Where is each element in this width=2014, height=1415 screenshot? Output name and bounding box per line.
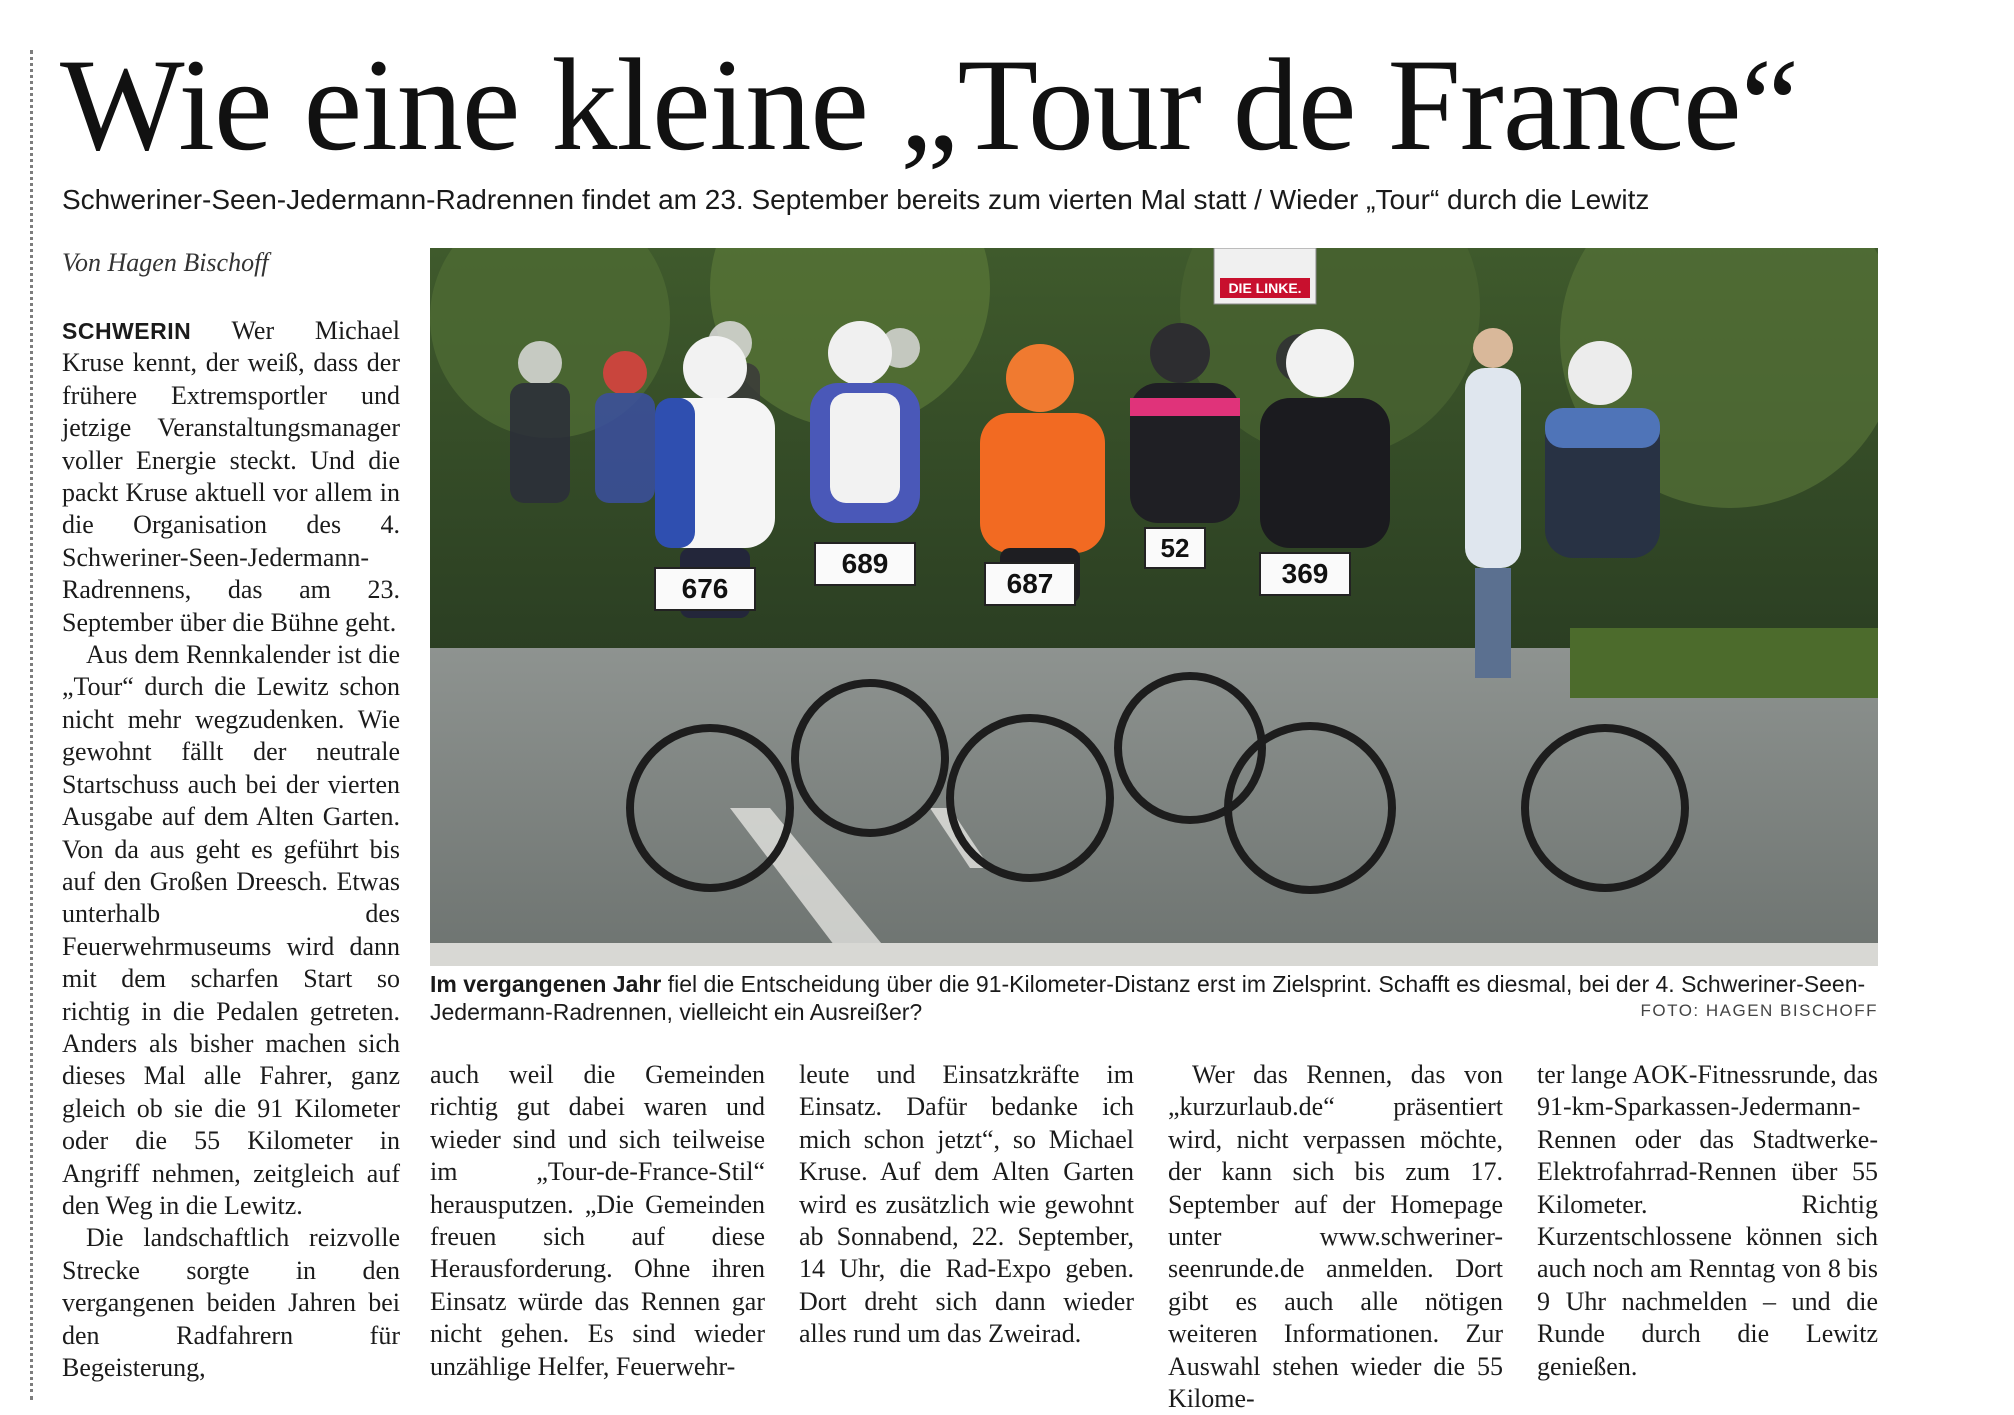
bib-number: 687 (1006, 568, 1054, 599)
byline: Von Hagen Bischoff (62, 248, 269, 277)
subheadline: Schweriner-Seen-Jedermann-Radrennen findet am 23. September bereits zum vierten Mal statt / Wieder „Tour“ durch die Lewitz (62, 184, 1650, 215)
photo-credit: FOTO: HAGEN BISCHOFF (1640, 1001, 1878, 1020)
column-4-text: Wer das Rennen, das von „kurzurlaub.de“ präsentiert wird, nicht verpassen möchte, der kann sich bis zum 17. September auf der Homepage unter www.schweriner-seenrunde.de anmelden. Dort gibt es auch alle nötigen weiteren Informationen. Zur Auswahl stehen wieder die 55 Kilome- (1168, 1060, 1503, 1414)
article-column-3 (799, 1059, 1134, 1351)
article-column-1 (62, 315, 400, 1384)
cyclists-sprint-image (430, 248, 1878, 966)
paragraph-1 (62, 315, 400, 639)
caption-lead: Im vergangenen Jahr (430, 971, 662, 997)
article-column-4 (1168, 1059, 1503, 1415)
bib-number: 369 (1281, 558, 1329, 589)
column-divider (30, 50, 33, 1400)
paragraph-2: Aus dem Rennkalender ist die „Tour“ durch die Lewitz schon nicht mehr wegzudenken. Wie gewohnt fällt der neutrale Startschuss auch bei der vierten Ausgabe auf dem Alten Garten. Von da aus geht es geführt bis auf den Großen Dreesch. Etwas unterhalb des Feuerwehrmuseums wird dann mit dem scharfen Start so richtig in die Pedalen getreten. Anders als bisher machen sich dieses Mal alle Fahrer, ganz gleich ob sie die 91 Kilometer oder die 55 Kilometer in Angriff nehmen, zeitgleich auf den Weg in die Lewitz. (62, 640, 400, 1220)
sign-text: DIE LINKE. (1228, 280, 1302, 296)
article-column-2 (430, 1059, 765, 1383)
column-2-text: auch weil die Gemeinden richtig gut dabei waren und wieder sind und sich teilweise im „Tour-de-France-Stil“ herausputzen. „Die Gemeinden freuen sich auf diese Herausforderung. Ohne ihren Einsatz würde das Rennen gar nicht gehen. Es sind wieder unzählige Helfer, Feuerwehr- (430, 1060, 765, 1381)
column-5-text: ter lange AOK-Fitnessrunde, das 91-km-Sparkassen-Jedermann-Rennen oder das Stadtwerke-Elektrofahrrad-Rennen über 55 Kilometer. Richtig Kurzentschlossene können sich auch noch am Renntag von 8 bis 9 Uhr nachmelden – und die Runde durch die Lewitz genießen. (1537, 1060, 1878, 1381)
caption-text: fiel die Entscheidung über die 91-Kilometer-Distanz erst im Zielsprint. Schafft es diesmal, bei der 4. Schweriner-Seen-Jedermann-Radrennen, vielleicht ein Ausreißer? (430, 971, 1866, 1025)
race-photo (430, 248, 1878, 966)
dateline: SCHWERIN (62, 318, 192, 344)
headline: Wie eine kleine „Tour de France“ (60, 31, 1799, 178)
column-3-text: leute und Einsatzkräfte im Einsatz. Dafür bedanke ich mich schon jetzt“, so Michael Kruse. Auf dem Alten Garten wird es zusätzlich wie gewohnt ab Sonnabend, 22. September, 14 Uhr, die Rad-Expo geben. Dort dreht sich dann wieder alles rund um das Zweirad. (799, 1060, 1134, 1349)
bib-number: 52 (1160, 533, 1190, 563)
paragraph-1-text: Wer Michael Kruse kennt, der weiß, dass der frühere Extremsportler und jetzige Veranstaltungsmanager voller Energie steckt. Und die packt Kruse aktuell vor allem in die Organisation des 4. Schweriner-Seen-Jedermann-Radrennens, das am 23. September über die Bühne geht. (62, 316, 401, 637)
bib-number: 689 (841, 548, 889, 579)
bib-number: 676 (681, 573, 729, 604)
article-column-5 (1537, 1059, 1878, 1383)
paragraph-3: Die landschaftlich reizvolle Strecke sorgte in den vergangenen beiden Jahren bei den Radfahrern für Begeisterung, (62, 1223, 400, 1382)
